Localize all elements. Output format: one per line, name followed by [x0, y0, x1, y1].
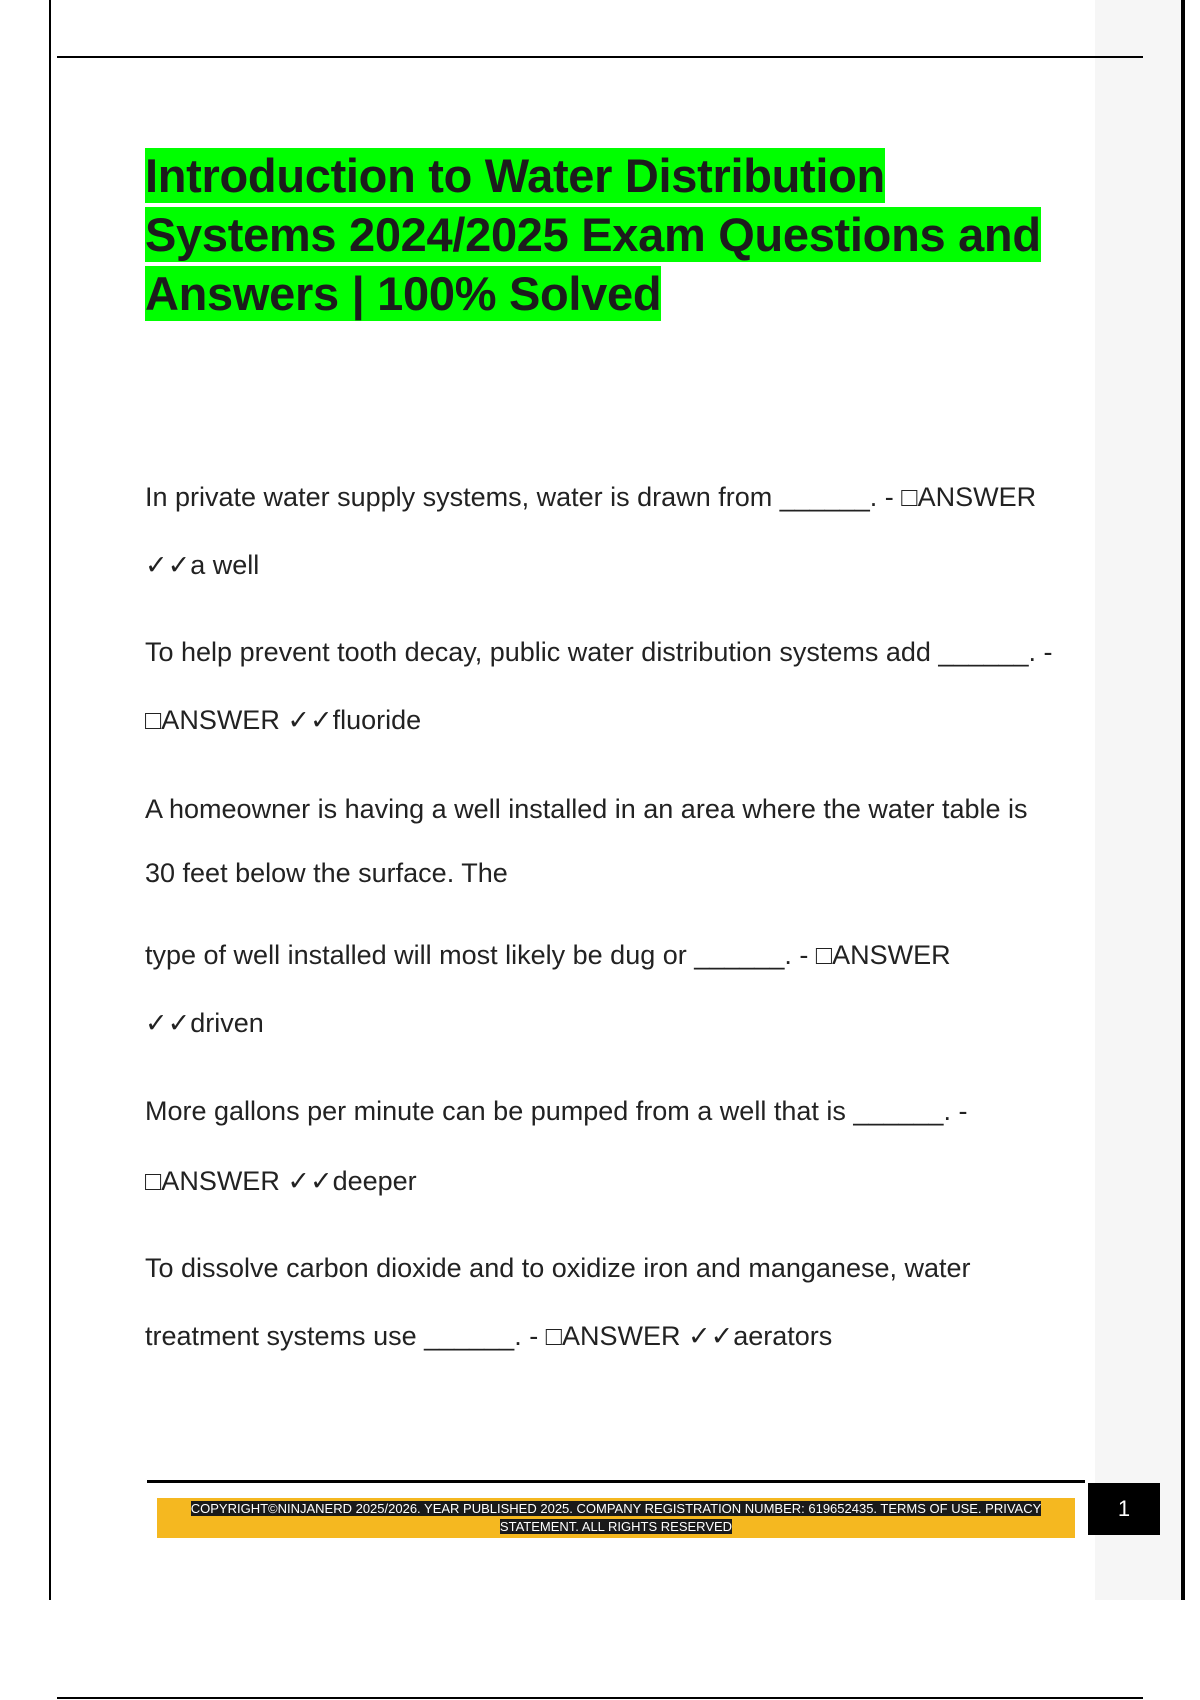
title-line-2: Systems 2024/2025 Exam Questions and — [145, 208, 1041, 261]
copyright-line-2: STATEMENT. ALL RIGHTS RESERVED — [499, 1519, 733, 1534]
footer-rule — [147, 1480, 1085, 1483]
question-text: A homeowner is having a well installed in an area where the water table is — [145, 794, 1028, 824]
question-text: type of well installed will most likely be dug or ______. - □ANSWER — [145, 940, 951, 970]
answer-text: □ANSWER ✓✓fluoride — [145, 705, 422, 735]
title-line-1: Introduction to Water Distribution — [145, 149, 885, 202]
question-text: To help prevent tooth decay, public water distribution systems add ______. - — [145, 637, 1053, 667]
answer-text: □ANSWER ✓✓deeper — [145, 1166, 417, 1196]
copyright-notice — [157, 1500, 1075, 1536]
header-rule — [57, 56, 1143, 58]
page-number: 1 — [1088, 1483, 1160, 1535]
document-title — [145, 146, 1095, 323]
title-line-3: Answers | 100% Solved — [145, 267, 662, 320]
answer-text: treatment systems use ______. - □ANSWER ✓✓aerators — [145, 1321, 833, 1351]
copyright-line-1: COPYRIGHT©NINJANERD 2025/2026. YEAR PUBLISHED 2025. COMPANY REGISTRATION NUMBER: 619652435. TERMS OF USE. PRIVACY — [190, 1501, 1042, 1516]
page-right-shading — [1095, 0, 1181, 1600]
next-page-top-rule — [57, 1697, 1143, 1699]
question-text: In private water supply systems, water is drawn from ______. - □ANSWER — [145, 482, 1037, 512]
answer-text: ✓✓driven — [145, 1008, 264, 1038]
answer-text: ✓✓a well — [145, 550, 260, 580]
page-left-border — [49, 0, 51, 1600]
question-text: More gallons per minute can be pumped from a well that is ______. - — [145, 1096, 968, 1126]
page-right-border — [1181, 0, 1185, 1600]
question-text-continued: 30 feet below the surface. The — [145, 858, 508, 888]
question-text: To dissolve carbon dioxide and to oxidize iron and manganese, water — [145, 1253, 971, 1283]
